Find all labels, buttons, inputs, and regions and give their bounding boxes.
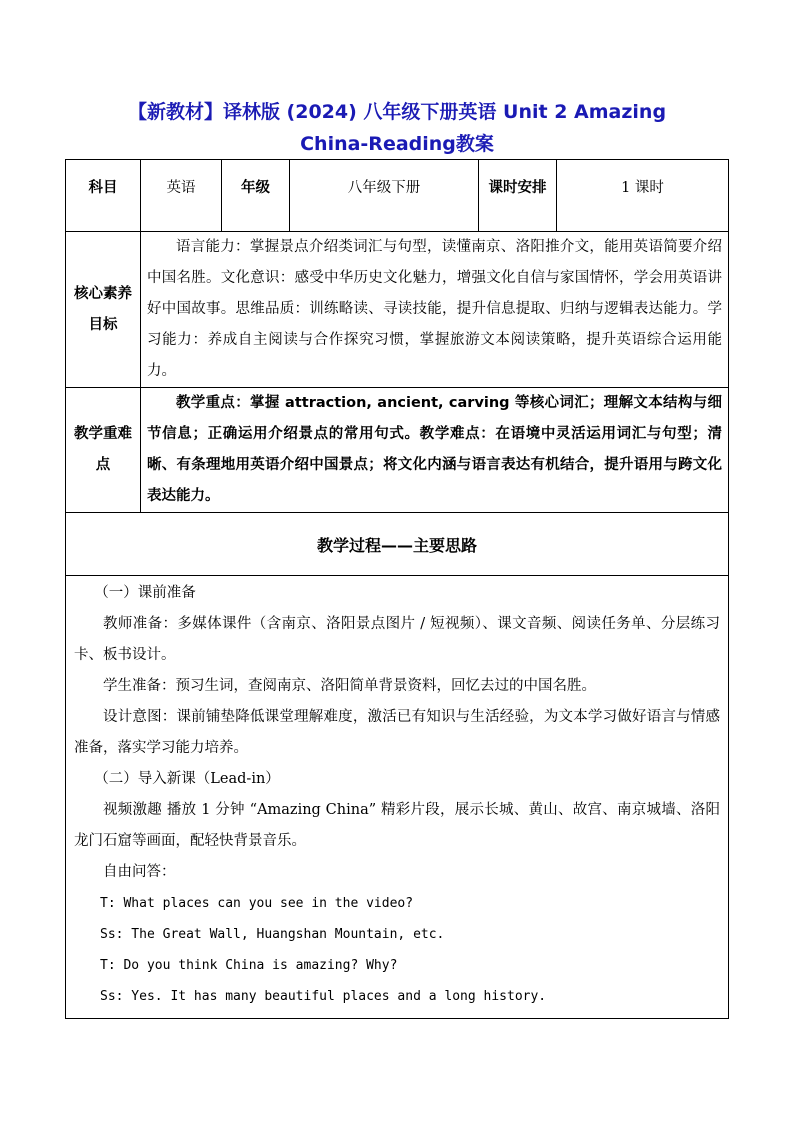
hours-label: 课时安排: [479, 160, 557, 232]
focus-cell: [141, 388, 729, 513]
literacy-label: 核心素养目标: [66, 232, 141, 388]
section-2-title: （二）导入新课（Lead-in）: [94, 771, 280, 787]
info-row: [66, 160, 729, 232]
dialog-line: Ss: Yes. It has many beautiful places and a long history.: [100, 989, 547, 1004]
video-intro: 视频激趣 播放 1 分钟 “Amazing China” 精彩片段，展示长城、黄山、故宫、南京城墙、洛阳龙门石窟等画面，配轻快背景音乐。: [74, 802, 720, 849]
student-prep: 学生准备：预习生词，查阅南京、洛阳简单背景资料，回忆去过的中国名胜。: [103, 678, 596, 694]
grade-label: 年级: [222, 160, 290, 232]
literacy-text: 语言能力：掌握景点介绍类词汇与句型，读懂南京、洛阳推介文，能用英语简要介绍中国名胜。文化意识：感受中华历史文化魅力，增强文化自信与家国情怀，学会用英语讲好中国故事。思维品质：训练略读、寻读技能，提升信息提取、归纳与逻辑表达能力。学习能力：养成自主阅读与合作探究习惯，掌握旅游文本阅读策略，提升英语综合运用能力。: [147, 239, 722, 379]
dialog-line: Ss: The Great Wall, Huangshan Mountain, etc.: [100, 927, 445, 942]
dialog-line: T: What places can you see in the video?: [100, 896, 414, 911]
teacher-prep: 教师准备：多媒体课件（含南京、洛阳景点图片 / 短视频）、课文音频、阅读任务单、分层练习卡、板书设计。: [74, 616, 720, 663]
free-qa: 自由问答：: [103, 864, 176, 880]
design-intent: 设计意图：课前铺垫降低课堂理解难度，激活已有知识与生活经验，为文本学习做好语言与情感准备，落实学习能力培养。: [74, 709, 720, 756]
section-1-title: （一）课前准备: [94, 585, 196, 601]
literacy-cell: [141, 232, 729, 388]
literacy-row: [66, 232, 729, 388]
focus-label: 教学重难点: [66, 388, 141, 513]
dialog-line: T: Do you think China is amazing? Why?: [100, 958, 398, 973]
process-cell: [66, 576, 729, 1019]
process-heading: 教学过程——主要思路: [66, 513, 729, 576]
grade-value: 八年级下册: [290, 160, 479, 232]
title-line-2: China-Reading教案: [300, 133, 494, 155]
process-heading-row: [66, 513, 729, 576]
document-title: [60, 96, 734, 160]
subject-value: 英语: [141, 160, 222, 232]
focus-text: 教学重点：掌握 attraction, ancient, carving 等核心词汇；理解文本结构与细节信息；正确运用介绍景点的常用句式。教学难点：在语境中灵活运用词汇与句型；清晰、有条理地用英语介绍中国景点；将文化内涵与语言表达有机结合，提升语用与跨文化表达能力。: [147, 395, 722, 504]
focus-row: [66, 388, 729, 513]
process-row: [66, 576, 729, 1019]
hours-value: 1 课时: [557, 160, 729, 232]
title-line-1: 【新教材】译林版 (2024) 八年级下册英语 Unit 2 Amazing: [127, 101, 667, 123]
subject-label: 科目: [66, 160, 141, 232]
lesson-plan-table: [65, 159, 729, 1019]
